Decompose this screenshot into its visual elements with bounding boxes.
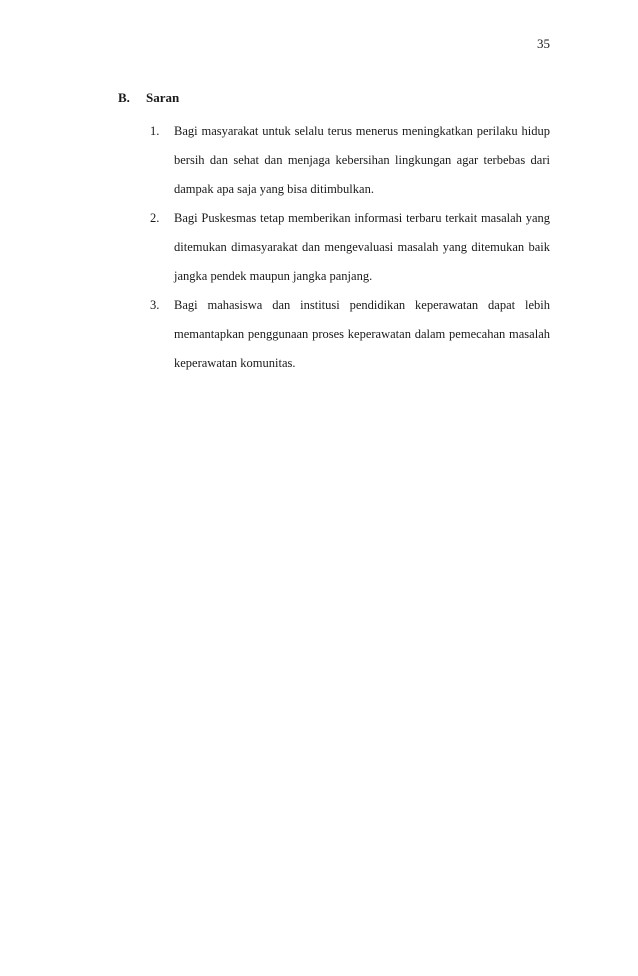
list-item-number: 2.	[150, 211, 160, 225]
section-letter: B.	[118, 90, 130, 105]
recommendation-list	[150, 117, 550, 378]
section-title: Saran	[146, 90, 180, 105]
list-item	[150, 291, 550, 378]
list-item	[150, 204, 550, 291]
list-item-text: Bagi mahasiswa dan institusi pendidikan keperawatan dapat lebih memantapkan penggunaan proses keperawatan dalam pemecahan masalah keperawatan komunitas.	[174, 298, 550, 370]
list-item-text: Bagi Puskesmas tetap memberikan informasi terbaru terkait masalah yang ditemukan dimasyarakat dan mengevaluasi masalah yang ditemukan baik jangka pendek maupun jangka panjang.	[174, 211, 550, 283]
section-heading	[118, 90, 179, 106]
list-item	[150, 117, 550, 204]
list-item-number: 3.	[150, 298, 160, 312]
list-item-text: Bagi masyarakat untuk selalu terus menerus meningkatkan perilaku hidup bersih dan sehat dan menjaga kebersihan lingkungan agar terbebas dari dampak apa saja yang bisa ditimbulkan.	[174, 124, 550, 196]
page-number: 35	[537, 36, 550, 51]
list-item-number: 1.	[150, 124, 160, 138]
